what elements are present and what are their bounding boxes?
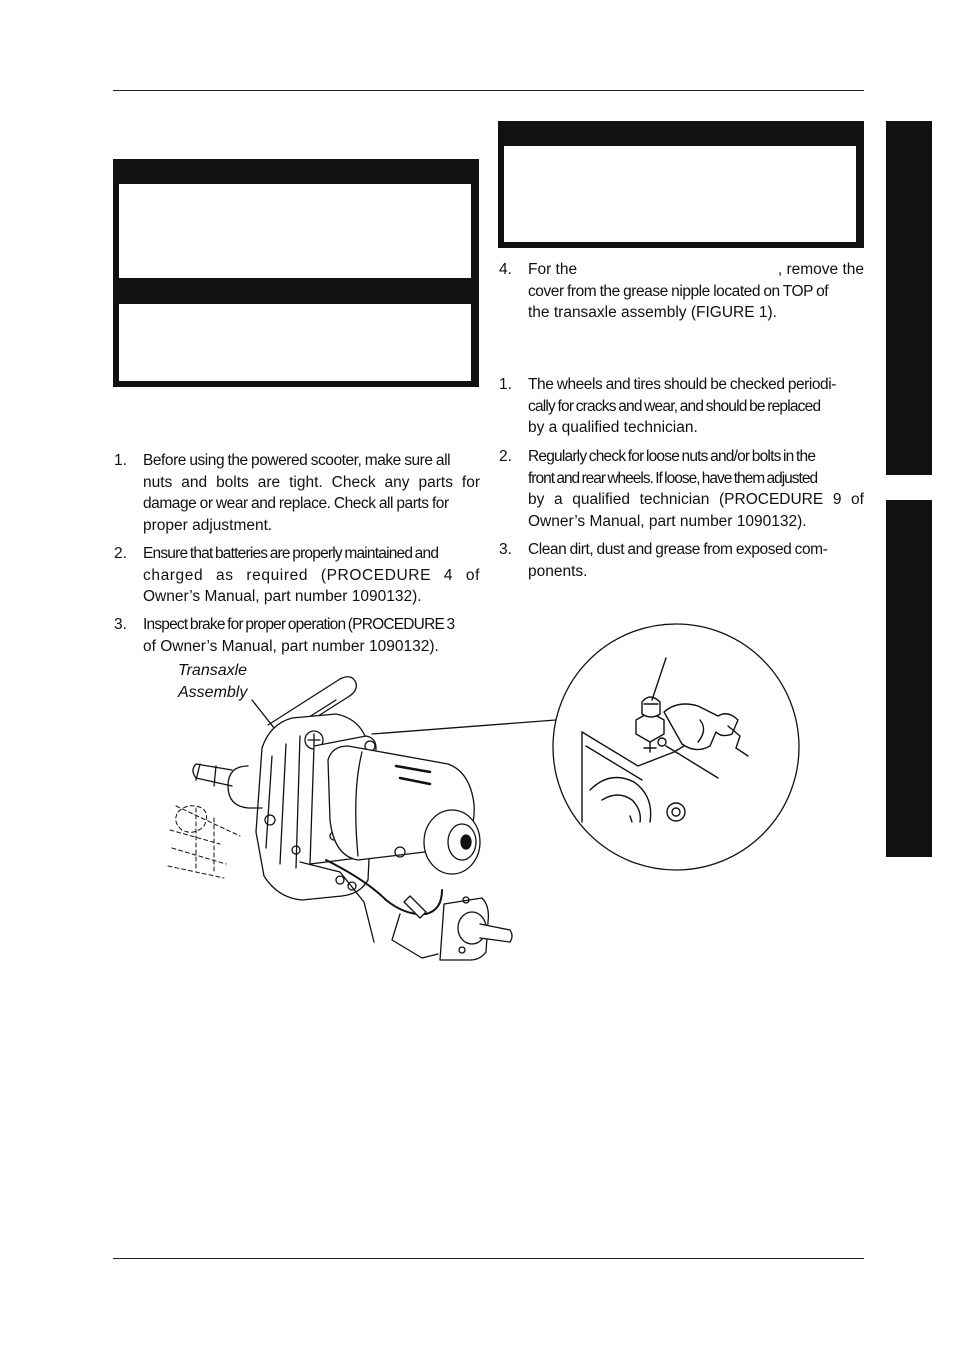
text-line: by a qualified technician.: [528, 419, 698, 436]
list-number: 3.: [499, 541, 512, 558]
text-line: the transaxle assembly (FIGURE 1).: [528, 304, 777, 321]
ghost-frame: [168, 806, 240, 878]
text-line: Before using the powered scooter, make sure all: [143, 452, 451, 469]
text-line: Ensure that batteries are properly maintained and: [143, 545, 439, 562]
text-fragment-end: , remove the: [777, 261, 864, 278]
text-line: ponents.: [528, 562, 588, 580]
list-number: 1.: [499, 376, 512, 393]
label-transaxle-line1: Transaxle: [178, 662, 248, 679]
text-line: charged as required (PROCEDURE 4 of: [143, 566, 480, 584]
text-line: Owner’s Manual, part number 1090132).: [528, 512, 807, 530]
text-line: Clean dirt, dust and grease from exposed com-: [528, 541, 828, 558]
text-line: damage or wear and replace. Check all parts for: [143, 495, 449, 512]
detail-circle: [553, 624, 799, 870]
text-fragment-start: For the: [528, 261, 578, 278]
text-line: The wheels and tires should be checked periodi-: [528, 376, 836, 393]
text-line: Regularly check for loose nuts and/or bolts in the: [528, 448, 816, 465]
list-number: 2.: [499, 448, 512, 465]
text-line: Inspect brake for proper operation (PROCEDURE 3: [143, 616, 455, 633]
leader-line-detail: [372, 720, 556, 734]
text-line: front and rear wheels. If loose, have them adjusted: [528, 469, 818, 487]
list-number: 2.: [114, 545, 127, 562]
text-line: by a qualified technician (PROCEDURE 9 of: [528, 491, 864, 508]
text-line: nuts and bolts are tight. Check any parts for: [143, 473, 480, 491]
list-number: 1.: [114, 452, 127, 469]
text-line: cally for cracks and wear, and should be replaced: [528, 397, 821, 415]
label-transaxle-line2: Assembly: [178, 684, 248, 701]
text-line: of Owner’s Manual, part number 1090132).: [143, 637, 439, 655]
text-line: cover from the grease nipple located on TOP of: [528, 282, 829, 300]
text-line: proper adjustment.: [143, 516, 273, 534]
list-number: 4.: [499, 261, 512, 278]
list-number: 3.: [114, 616, 127, 633]
text-line: Owner’s Manual, part number 1090132).: [143, 588, 422, 605]
